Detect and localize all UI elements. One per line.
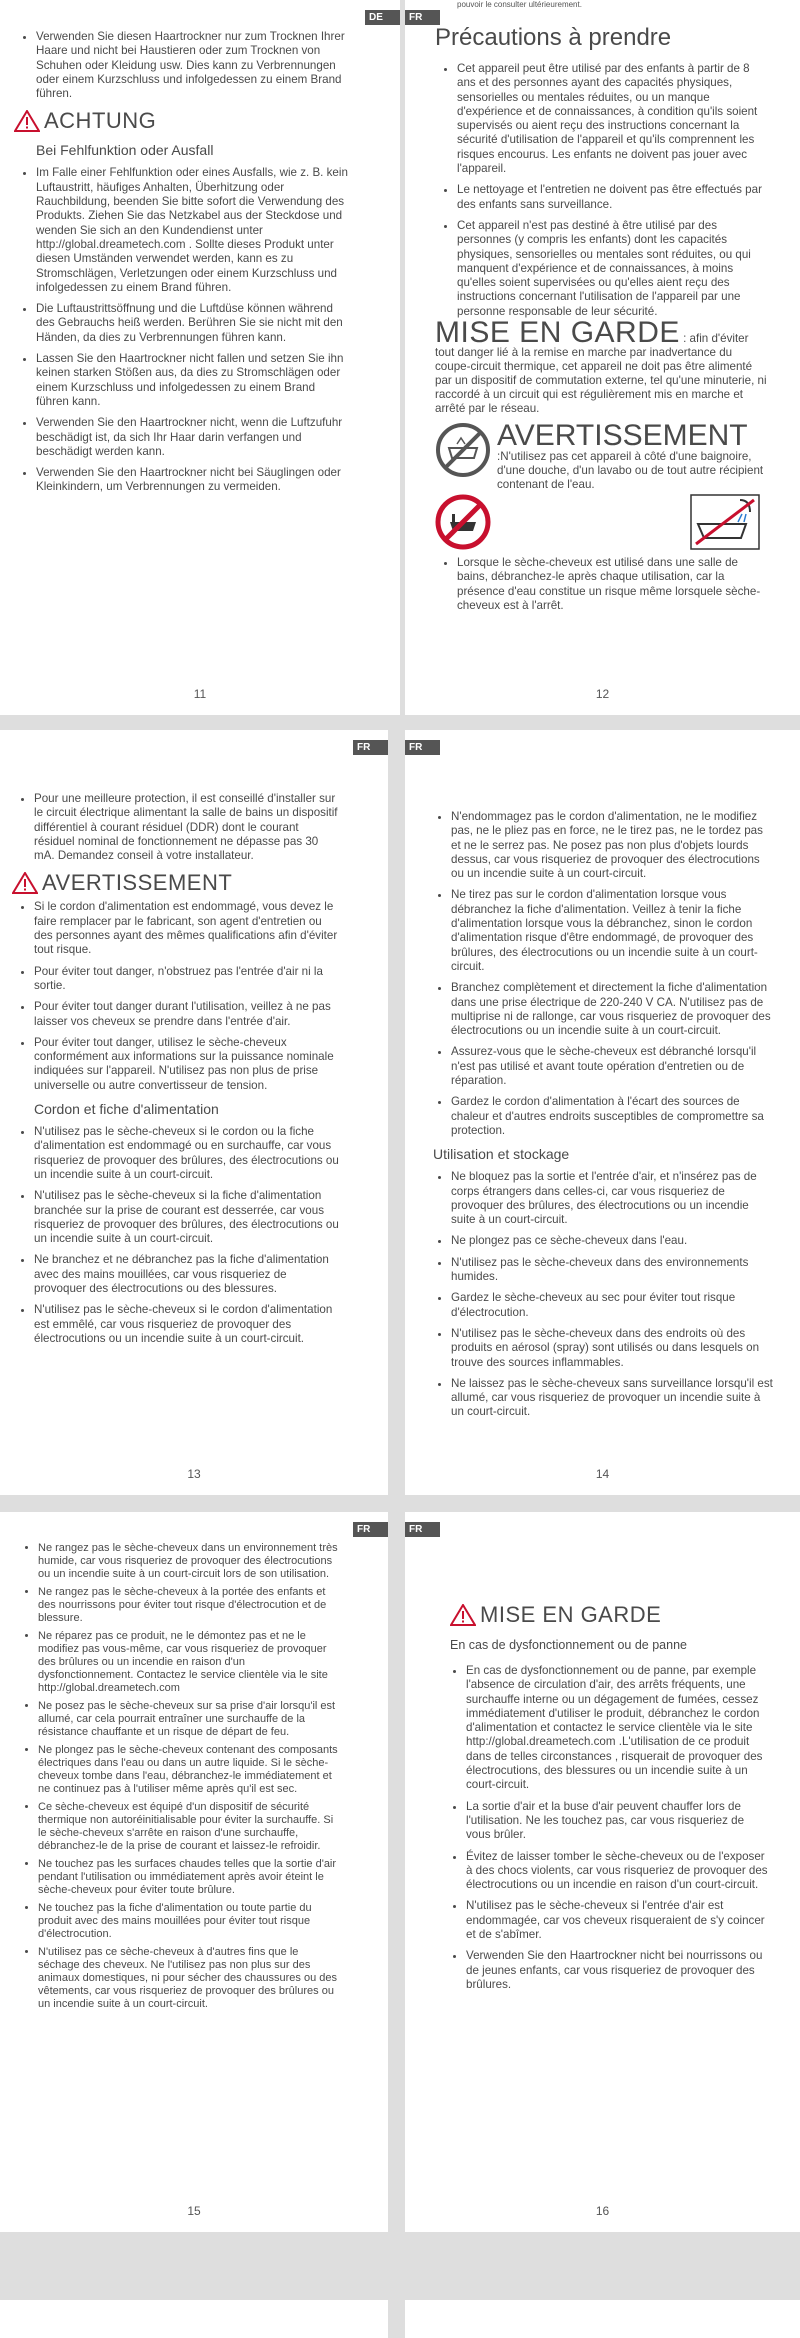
list-item: • Verwenden Sie den Haartrockner nicht, wenn die Luftzufuhr beschädigt ist, da sich Ihr Haar darin verfangen und beschädigt werden kann. <box>36 416 350 459</box>
avertissement-text: :N'utilisez pas cet appareil à côté d'une baignoire, d'une douche, d'un lavabo ou de tout autre récipient contenant de l'eau. <box>497 450 764 492</box>
list-item: • La sortie d'air et la buse d'air peuvent chauffer lors de l'utilisation. Ne les touchez pas, car vous risqueriez de vous brûler. <box>466 1800 770 1843</box>
avertissement-block <box>435 419 770 492</box>
language-tag: FR <box>405 1522 440 1537</box>
list-item: • Ne tirez pas sur le cordon d'alimentation lorsque vous débranchez la fiche d'alimentation. Veillez à tenir la fiche d'alimentation lorsque vous la débranchez, sinon le cordon d'alimentation risque d'être endommagé, de provoquer des brûlures, des électrocutions ou un incendie suite à un court-circuit. <box>451 888 773 974</box>
warning-heading <box>450 1602 770 1628</box>
page-18-partial <box>405 2300 800 2338</box>
no-bathtub-icon <box>435 494 491 550</box>
list-item: • N'utilisez pas le sèche-cheveux si le cordon d'alimentation est emmêlé, car vous risqueriez de provoquer des électrocutions ou un incendie suite à un court-circuit. <box>34 1303 342 1346</box>
language-tag: FR <box>353 1522 388 1537</box>
list-item: • Ne réparez pas ce produit, ne le démontez pas et ne le modifiez pas vous-même, car vous risqueriez de provoquer des brûlures ou un incendie en raison d'un dysfonctionnement. Contactez le service clientèle via le site http://global.dreametech.com <box>38 1630 338 1695</box>
section-subtitle: En cas de dysfonctionnement ou de panne <box>450 1638 687 1652</box>
section-subtitle: Bei Fehlfunktion oder Ausfall <box>36 142 214 159</box>
list-item: • Branchez complètement et directement la fiche d'alimentation dans une prise électrique de 220-240 V CA. N'utilisez pas de multiprise ni de rallonge, car vous risqueriez de provoquer des électrocutions ou un incendie suite à un court-circuit. <box>451 981 773 1038</box>
warning-triangle-icon <box>14 110 40 132</box>
section-subtitle: Utilisation et stockage <box>433 1146 570 1163</box>
list-item: • Évitez de laisser tomber le sèche-cheveux ou de l'exposer à des chocs violents, car vous risqueriez de provoquer des électrocutions ou un incendie en raison d'un court-circuit. <box>466 1850 770 1893</box>
list-item: • Lassen Sie den Haartrockner nicht fallen und setzen Sie ihn keinen starken Stößen aus, da dies zu Stromschlägen oder einem Kurzschluss und infolgedessen zu einem Brand führen kann. <box>36 352 350 409</box>
list-item: • Ne branchez et ne débranchez pas la fiche d'alimentation avec des mains mouillées, car vous risqueriez de provoquer des électrocutions ou des blessures. <box>34 1253 342 1296</box>
page-14 <box>405 730 800 1495</box>
language-tag: DE <box>365 10 400 25</box>
list-item: • Gardez le sèche-cheveux au sec pour éviter tout risque d'électrocution. <box>451 1291 773 1320</box>
page-15 <box>0 1512 388 2232</box>
list-item: • Cet appareil peut être utilisé par des enfants à partir de 8 ans et des personnes ayant des capacités physiques, sensorielles ou mentales réduites, ou un manque d'expérience et de connaissances, à condition qu'ils soient supervisés ou aient reçu des instructions concernant la sécurité d'utilisation de l'appareil et qu'ils comprennent les risques encourus. Les enfants ne doivent pas jouer avec l'appareil. <box>457 62 770 176</box>
page-11-content <box>14 30 350 502</box>
page-number: 11 <box>193 687 207 701</box>
list-item: • N'utilisez pas le sèche-cheveux si le cordon ou la fiche d'alimentation est endommagé ou en surchauffe, car vous risqueriez de provoquer des brûlures, des électrocutions ou un incendie suite à un court-circuit. <box>34 1125 342 1182</box>
list-item: • Verwenden Sie diesen Haartrockner nur zum Trocknen Ihrer Haare und nicht bei Haustieren oder zum Trocknen von Schuhen oder Kleidung usw. Dies kann zu Verbrennungen oder einem Kurzschluss und infolgedessen zu einem Brand führen. <box>36 30 350 101</box>
list-item: • Ne posez pas le sèche-cheveux sur sa prise d'air lorsqu'il est allumé, car cela pourrait entraîner une surchauffe de la résistance chauffante et un risque de départ de feu. <box>38 1700 338 1739</box>
page-13 <box>0 730 388 1495</box>
no-shower-bath-icon <box>690 494 760 550</box>
list-item: • Pour éviter tout danger durant l'utilisation, veillez à ne pas laisser vos cheveux se prendre dans l'entrée d'air. <box>34 1000 342 1029</box>
list-item: • En cas de dysfonctionnement ou de panne, par exemple l'absence de circulation d'air, des arrêts fréquents, une surchauffe interne ou un dégagement de fumées, cessez immédiatement d'utiliser le produit, débranchez le cordon d'alimentation et contactez le service clientèle via le site http://global.dreametech.com .L'utilisation de ce produit dans de telles circonstances , risquerait de provoquer des électrocutions, des blessures ou un incendie suite à un court-circuit. <box>466 1664 770 1793</box>
page-15-content <box>16 1542 338 2016</box>
list-item: • Gardez le cordon d'alimentation à l'écart des sources de chaleur et d'autres endroits susceptibles de compromettre sa protection. <box>451 1095 773 1138</box>
list-item: • Assurez-vous que le sèche-cheveux est débranché lorsqu'il n'est pas utilisé et avant toute opération d'entretien ou de réparation. <box>451 1045 773 1088</box>
page-number: 13 <box>187 1467 201 1481</box>
list-item: • N'utilisez pas ce sèche-cheveux à d'autres fins que le séchage des cheveux. Ne l'utilisez pas non plus sur des animaux domestiques, ni pour sécher des chaussures ou des vêtements, car vous risqueriez de provoquer des brûlures ou un incendie suite à un court-circuit. <box>38 1946 338 2011</box>
no-water-bath-icon <box>435 422 491 478</box>
list-item: • Pour éviter tout danger, n'obstruez pas l'entrée d'air ni la sortie. <box>34 965 342 994</box>
page-17-partial <box>0 2300 388 2338</box>
list-item: • Ne plongez pas ce sèche-cheveux dans l'eau. <box>451 1234 773 1248</box>
language-tag: FR <box>405 740 440 755</box>
page-13-content <box>12 792 342 1353</box>
page-16-content <box>450 1596 770 1999</box>
list-item: • N'utilisez pas le sèche-cheveux dans des endroits où des produits en aérosol (spray) sont utilisés ou dans lesquels on trouve des sources inflammables. <box>451 1327 773 1370</box>
list-item: • Verwenden Sie den Haartrockner nicht bei nourrissons ou de jeunes enfants, car vous risqueriez de provoquer des brûlures. <box>466 1949 770 1992</box>
language-tag: FR <box>353 740 388 755</box>
page-number: 15 <box>187 2204 201 2218</box>
page-number: 14 <box>595 1467 610 1481</box>
warning-heading <box>14 108 350 134</box>
page-12 <box>405 0 800 715</box>
page-16 <box>405 1512 800 2232</box>
warning-triangle-icon <box>450 1604 476 1626</box>
list-item: • Ne laissez pas le sèche-cheveux sans surveillance lorsqu'il est allumé, car vous risqueriez de provoquer un incendie suite à un court-circuit. <box>451 1377 773 1420</box>
list-item: • Im Falle einer Fehlfunktion oder eines Ausfalls, wie z. B. kein Luftaustritt, häufiges Anhalten, Überhitzung oder Rauchbildung, beenden Sie bitte sofort die Verwendung des Produkts. Ziehen Sie das Netzkabel aus der Steckdose und wenden Sie sich an den Kundendienst unter http://global.dreametech.com . Sollte dieses Produkt unter diesen Umständen verwendet werden, kann es zu Stromschlägen, Verletzungen oder einem Kurzschluss und infolgedessen zu einem Brand führen. <box>36 166 350 295</box>
warning-title: AVERTISSEMENT <box>42 870 233 896</box>
list-item: • Le nettoyage et l'entretien ne doivent pas être effectués par des enfants sans surveillance. <box>457 183 770 212</box>
page-12-content <box>435 24 770 620</box>
list-item: • Ne rangez pas le sèche-cheveux dans un environnement très humide, car vous risqueriez de provoquer des électrocutions ou un incendie suite à un court-circuit lors de son utilisation. <box>38 1542 338 1581</box>
list-item: • N'utilisez pas le sèche-cheveux dans des environnements humides. <box>451 1256 773 1285</box>
list-item: • Ne touchez pas la fiche d'alimentation ou toute partie du produit avec des mains mouillées pour éviter tout risque d'électrocution. <box>38 1902 338 1941</box>
list-item: • Ce sèche-cheveux est équipé d'un dispositif de sécurité thermique non autoréinitialisable pour éviter la surchauffe. Si le sèche-cheveux s'arrête en raison d'une surchauffe, débranchez-le de la prise de courant et laissez-le refroidir. <box>38 1801 338 1853</box>
list-item: • Pour éviter tout danger, utilisez le sèche-cheveux conformément aux informations sur la puissance nominale indiquées sur l'appareil. N'utilisez pas non plus de prise universelle ou autre convertisseur de tension. <box>34 1036 342 1093</box>
mise-en-garde-title: MISE EN GARDE <box>435 316 680 350</box>
list-item: • Verwenden Sie den Haartrockner nicht bei Säuglingen oder Kleinkindern, um Verbrennungen zu vermeiden. <box>36 466 350 495</box>
avertissement-title: AVERTISSEMENT <box>497 419 748 453</box>
list-item: • Ne touchez pas les surfaces chaudes telles que la sortie d'air pendant l'utilisation ou immédiatement après avoir éteint le sèche-cheveux pour éviter toute brûlure. <box>38 1858 338 1897</box>
page-number: 16 <box>595 2204 610 2218</box>
section-subtitle: Cordon et fiche d'alimentation <box>34 1101 219 1118</box>
list-item: • Ne bloquez pas la sortie et l'entrée d'air, et n'insérez pas de corps étrangers dans celles-ci, car vous risqueriez de provoquer des brûlures, des électrocutions ou un incendie suite à un court-circuit. <box>451 1170 773 1227</box>
warning-heading <box>12 870 342 896</box>
mise-en-garde-block <box>435 316 770 416</box>
list-item: • Pour une meilleure protection, il est conseillé d'installer sur le circuit électrique alimentant la salle de bains un dispositif différentiel à courant résiduel (DDR) dont le courant résiduel nominal de fonctionnement ne dépasse pas 30 mA. Demandez conseil à votre installateur. <box>34 792 342 863</box>
mise-en-garde-text: : afin d'éviter tout danger lié à la remise en marche par inadvertance du coupe-circuit thermique, cet appareil ne doit pas être alimenté par un dispositif de commutation externe, tel qu'une minuterie, ni raccordé à un circuit qui est régulièrement mis en marche et arrêté par le réseau. <box>435 332 767 416</box>
warning-title: ACHTUNG <box>44 108 157 134</box>
page-number: 12 <box>595 687 610 701</box>
list-item: • N'utilisez pas le sèche-cheveux si la fiche d'alimentation branchée sur la prise de courant est desserrée, car vous risqueriez de provoquer des brûlures, des électrocutions ou un incendie suite à un court-circuit. <box>34 1189 342 1246</box>
warning-triangle-icon <box>12 872 38 894</box>
list-item: • Die Luftaustrittsöffnung und die Luftdüse können während des Gebrauchs heiß werden. Berühren Sie sie nicht mit den Händen, da dies zu Verbrennungen führen kann. <box>36 302 350 345</box>
page-14-content <box>429 810 773 1427</box>
list-item: • Lorsque le sèche-cheveux est utilisé dans une salle de bains, débranchez-le après chaque utilisation, car la présence d'eau constitue un risque même lorsquele sèche-cheveux est à l'arrêt. <box>457 556 770 613</box>
list-item: • Cet appareil n'est pas destiné à être utilisé par des personnes (y compris les enfants) dont les capacités physiques, sensorielles ou mentales sont réduites, ou qui manquent d'expérience et de connaissances, à moins qu'elles soient supervisées ou qu'elles aient reçu des instructions concernant l'utilisation de l'appareil par une personne responsable de leur sécurité. <box>457 219 770 319</box>
page-11 <box>0 0 400 715</box>
list-item: • Si le cordon d'alimentation est endommagé, vous devez le faire remplacer par le fabricant, son agent d'entretien ou des personnes ayant des mêmes qualifications afin d'éviter tout risque. <box>34 900 342 957</box>
language-tag: FR <box>405 10 440 25</box>
page-title: Précautions à prendre <box>435 24 672 51</box>
list-item: • Ne plongez pas le sèche-cheveux contenant des composants électriques dans l'eau ou dans un autre liquide. Si le sèche-cheveux tombe dans l'eau, débranchez-le immédiatement et ne continuez pas à l'utiliser même après qu'il est sec. <box>38 1744 338 1796</box>
warning-title: MISE EN GARDE <box>480 1602 662 1627</box>
list-item: • Ne rangez pas le sèche-cheveux à la portée des enfants et des nourrissons pour éviter tout risque d'électrocution et de blessure. <box>38 1586 338 1625</box>
pictogram-row <box>435 494 770 552</box>
continued-text: pouvoir le consulter ultérieurement. <box>457 0 582 9</box>
list-item: • N'endommagez pas le cordon d'alimentation, ne le modifiez pas, ne le pliez pas en force, ne le tirez pas, ne le tordez pas et ne le serrez pas. Ne posez pas non plus d'objets lourds dessus, car vous risqueriez de provoquer des électrocutions ou un incendie suite à un court-circuit. <box>451 810 773 881</box>
list-item: • N'utilisez pas le sèche-cheveux si l'entrée d'air est endommagée, car vos cheveux risqueraient de s'y coincer et de s'abîmer. <box>466 1899 770 1942</box>
